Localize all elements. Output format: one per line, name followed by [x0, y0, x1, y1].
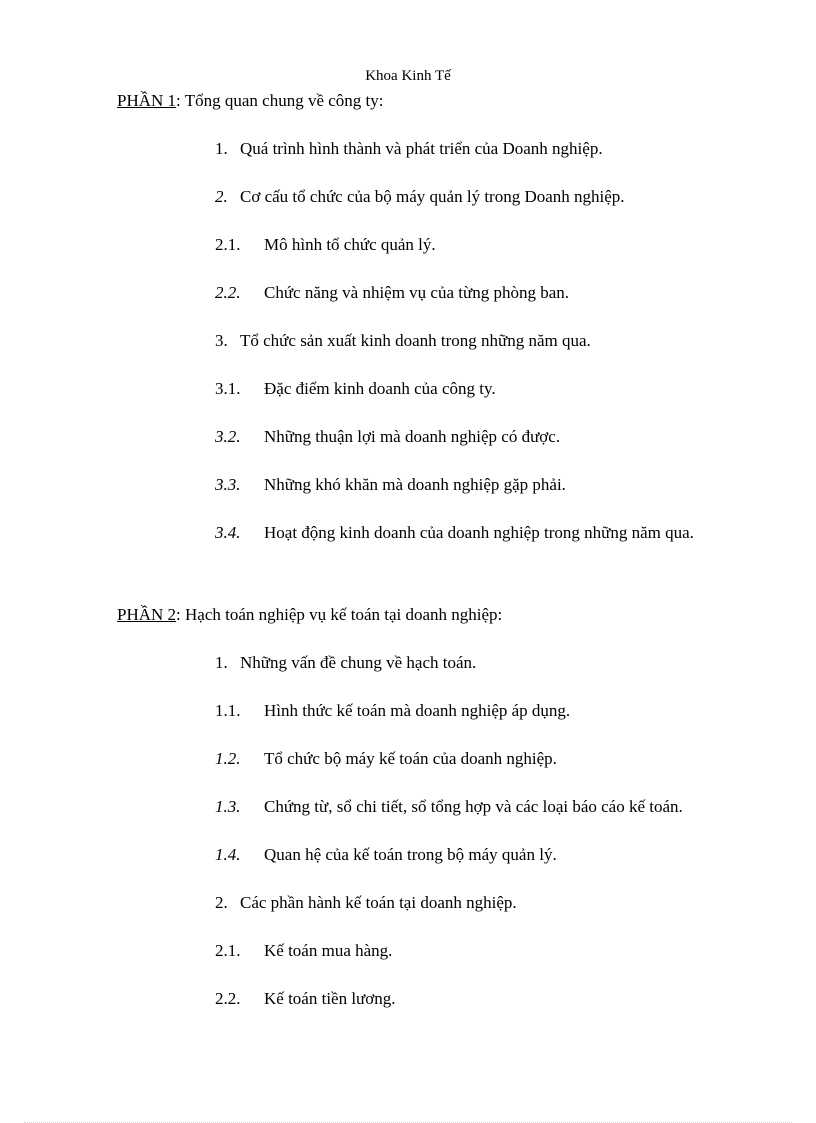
list-item [215, 700, 570, 722]
item-text: Hình thức kế toán mà doanh nghiệp áp dụng. [264, 701, 571, 720]
item-text: Chức năng và nhiệm vụ của từng phòng ban. [264, 283, 570, 302]
item-number: 1. [215, 139, 228, 158]
list-item [215, 796, 683, 818]
item-text: Hoạt động kinh doanh của doanh nghiệp trong những năm qua. [264, 523, 694, 542]
page-header: Khoa Kinh Tế [365, 68, 451, 84]
item-number: 1. [215, 653, 228, 672]
list-item [215, 378, 496, 400]
item-text: Quan hệ của kế toán trong bộ máy quản lý. [264, 845, 557, 864]
list-item [215, 522, 737, 550]
item-text: Kế toán mua hàng. [264, 941, 393, 960]
item-text: Mô hình tổ chức quản lý. [264, 235, 436, 254]
item-text: Tổ chức sản xuất kinh doanh trong những năm qua. [240, 331, 591, 350]
list-item [215, 234, 436, 256]
item-text: Chứng từ, sổ chi tiết, sổ tổng hợp và các loại báo cáo kế toán. [264, 797, 683, 816]
list-item [215, 330, 591, 352]
list-item [215, 186, 625, 208]
item-number: 1.4. [215, 845, 241, 864]
item-number: 2.1. [215, 941, 241, 960]
item-text: Kế toán tiền lương. [264, 989, 396, 1008]
item-text: Tổ chức bộ máy kế toán của doanh nghiệp. [264, 749, 557, 768]
item-number: 2. [215, 893, 228, 912]
list-item [215, 652, 476, 674]
part2-heading [117, 604, 502, 626]
item-number: 3.2. [215, 427, 241, 446]
item-number: 2.2. [215, 989, 241, 1008]
part1-label: PHẦN 1 [117, 91, 177, 110]
item-number: 2.2. [215, 283, 241, 302]
part1-heading [117, 90, 383, 112]
item-number: 2.1. [215, 235, 241, 254]
list-item [215, 892, 517, 914]
list-item [215, 138, 603, 160]
item-number: 1.1. [215, 701, 241, 720]
list-item [215, 282, 569, 304]
item-number: 3.4. [215, 523, 241, 542]
item-number: 1.2. [215, 749, 241, 768]
item-number: 3. [215, 331, 228, 350]
item-number: 3.3. [215, 475, 241, 494]
item-number: 1.3. [215, 797, 241, 816]
part1-title: : Tổng quan chung về công ty: [176, 91, 384, 110]
list-item [215, 988, 396, 1010]
list-item [215, 426, 560, 448]
list-item [215, 940, 392, 962]
list-item [215, 748, 557, 770]
item-text: Những khó khăn mà doanh nghiệp gặp phải. [264, 475, 566, 494]
list-item [215, 844, 557, 866]
part2-title: : Hạch toán nghiệp vụ kế toán tại doanh nghiệp: [176, 605, 503, 624]
item-number: 3.1. [215, 379, 241, 398]
item-text: Quá trình hình thành và phát triển của Doanh nghiệp. [240, 139, 603, 158]
part2-label: PHẦN 2 [117, 605, 177, 624]
item-text: Đặc điểm kinh doanh của công ty. [264, 379, 496, 398]
item-text: Các phần hành kế toán tại doanh nghiệp. [240, 893, 517, 912]
item-text: Những thuận lợi mà doanh nghiệp có được. [264, 427, 561, 446]
item-number: 2. [215, 187, 228, 206]
item-text: Cơ cấu tổ chức của bộ máy quản lý trong Doanh nghiệp. [240, 187, 625, 206]
list-item [215, 474, 566, 496]
item-text: Những vấn đề chung về hạch toán. [240, 653, 477, 672]
